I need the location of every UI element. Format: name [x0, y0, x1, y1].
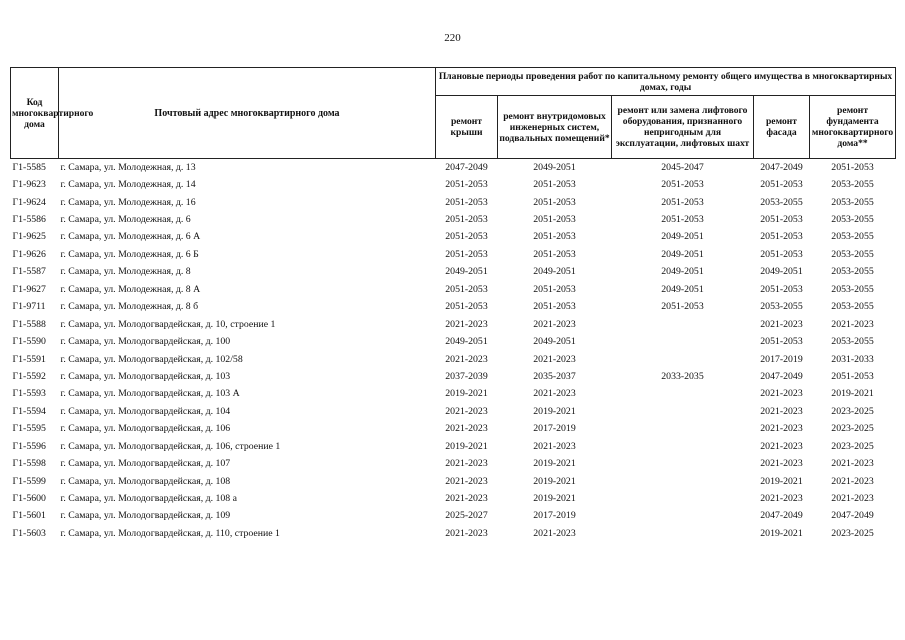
- cell-code: Г1-5600: [12, 493, 46, 505]
- cell-foundation: 2021-2023: [831, 318, 874, 330]
- cell-roof: 2021-2023: [445, 527, 488, 539]
- cell-engineering: 2021-2023: [533, 318, 576, 330]
- cell-roof: 2051-2053: [445, 283, 488, 295]
- cell-facade: 2051-2053: [760, 179, 803, 191]
- table-row: [11, 455, 896, 472]
- table-row: [11, 490, 896, 507]
- cell-foundation: 2019-2021: [831, 388, 874, 400]
- cell-foundation: 2053-2055: [831, 179, 874, 191]
- cell-roof: 2051-2053: [445, 196, 488, 208]
- cell-elevator: [612, 386, 754, 403]
- cell-address: г. Самара, ул. Молодогвардейская, д. 109: [60, 510, 231, 522]
- cell-address: г. Самара, ул. Молодогвардейская, д. 108 а: [60, 493, 237, 505]
- cell-foundation: 2053-2055: [831, 248, 874, 260]
- cell-engineering: 2051-2053: [533, 179, 576, 191]
- cell-facade: 2053-2055: [760, 301, 803, 313]
- cell-engineering: 2049-2051: [533, 336, 576, 348]
- table-row: [11, 299, 896, 316]
- table-row: [11, 194, 896, 211]
- cell-code: Г1-9626: [12, 248, 46, 260]
- cell-facade: 2019-2021: [760, 527, 803, 539]
- cell-code: Г1-5586: [12, 214, 46, 226]
- cell-engineering: 2035-2037: [533, 370, 576, 382]
- cell-foundation: 2053-2055: [831, 336, 874, 348]
- cell-engineering: 2019-2021: [533, 493, 576, 505]
- cell-foundation: 2053-2055: [831, 196, 874, 208]
- cell-address: г. Самара, ул. Молодогвардейская, д. 100: [60, 336, 231, 348]
- cell-roof: 2051-2053: [445, 231, 488, 243]
- table-row: [11, 229, 896, 246]
- cell-address: г. Самара, ул. Молодежная, д. 14: [60, 179, 196, 191]
- cell-address: г. Самара, ул. Молодежная, д. 8 А: [60, 283, 201, 295]
- table-row: [11, 386, 896, 403]
- cell-foundation: 2023-2025: [831, 423, 874, 435]
- cell-roof: 2049-2051: [445, 266, 488, 278]
- cell-elevator: 2049-2051: [661, 248, 704, 260]
- cell-code: Г1-9627: [12, 283, 46, 295]
- cell-foundation: 2023-2025: [831, 405, 874, 417]
- cell-code: Г1-9625: [12, 231, 46, 243]
- header-foundation: ремонт фундамента многоквартирного дома**: [810, 96, 896, 159]
- cell-roof: 2051-2053: [445, 301, 488, 313]
- cell-facade: 2053-2055: [760, 196, 803, 208]
- cell-foundation: 2053-2055: [831, 266, 874, 278]
- cell-engineering: 2051-2053: [533, 301, 576, 313]
- cell-roof: 2021-2023: [445, 405, 488, 417]
- table-row: [11, 438, 896, 455]
- cell-foundation: 2053-2055: [831, 301, 874, 313]
- cell-foundation: 2053-2055: [831, 283, 874, 295]
- cell-elevator: 2051-2053: [661, 179, 704, 191]
- cell-engineering: 2049-2051: [533, 161, 576, 173]
- cell-foundation: 2023-2025: [831, 440, 874, 452]
- cell-roof: 2021-2023: [445, 353, 488, 365]
- cell-code: Г1-5588: [12, 318, 46, 330]
- cell-address: г. Самара, ул. Молодогвардейская, д. 107: [60, 458, 231, 470]
- table-row: [11, 211, 896, 228]
- header-periods-group: Плановые периоды проведения работ по капитальному ремонту общего имущества в многоквартирных домах, годы: [436, 68, 896, 96]
- cell-code: Г1-5595: [12, 423, 46, 435]
- cell-code: Г1-5592: [12, 370, 46, 382]
- cell-elevator: [612, 333, 754, 350]
- cell-code: Г1-9624: [12, 196, 46, 208]
- cell-code: Г1-5598: [12, 458, 46, 470]
- cell-roof: 2047-2049: [445, 161, 488, 173]
- cell-roof: 2021-2023: [445, 475, 488, 487]
- cell-facade: 2051-2053: [760, 248, 803, 260]
- cell-code: Г1-5585: [12, 161, 46, 173]
- cell-engineering: 2051-2053: [533, 231, 576, 243]
- cell-engineering: 2019-2021: [533, 475, 576, 487]
- cell-foundation: 2021-2023: [831, 458, 874, 470]
- cell-foundation: 2051-2053: [831, 370, 874, 382]
- cell-facade: 2021-2023: [760, 405, 803, 417]
- cell-facade: 2021-2023: [760, 388, 803, 400]
- cell-elevator: 2045-2047: [661, 161, 704, 173]
- cell-address: г. Самара, ул. Молодогвардейская, д. 103: [60, 370, 231, 382]
- cell-engineering: 2017-2019: [533, 510, 576, 522]
- cell-facade: 2019-2021: [760, 475, 803, 487]
- cell-facade: 2051-2053: [760, 214, 803, 226]
- table-header: [11, 68, 896, 159]
- cell-roof: 2019-2021: [445, 388, 488, 400]
- cell-roof: 2025-2027: [445, 510, 488, 522]
- cell-address: г. Самара, ул. Молодогвардейская, д. 110, строение 1: [60, 527, 280, 539]
- cell-roof: 2049-2051: [445, 336, 488, 348]
- cell-roof: 2019-2021: [445, 440, 488, 452]
- cell-facade: 2051-2053: [760, 231, 803, 243]
- table-row: [11, 159, 896, 177]
- cell-address: г. Самара, ул. Молодогвардейская, д. 10, строение 1: [60, 318, 276, 330]
- cell-address: г. Самара, ул. Молодогвардейская, д. 103 А: [60, 388, 240, 400]
- cell-address: г. Самара, ул. Молодежная, д. 6: [60, 214, 191, 226]
- cell-engineering: 2021-2023: [533, 440, 576, 452]
- cell-elevator: 2051-2053: [661, 196, 704, 208]
- header-facade: ремонт фасада: [754, 96, 810, 159]
- cell-roof: 2051-2053: [445, 179, 488, 191]
- cell-foundation: 2053-2055: [831, 214, 874, 226]
- table-row: [11, 176, 896, 193]
- header-roof: ремонт крыши: [436, 96, 498, 159]
- table-row: [11, 264, 896, 281]
- cell-code: Г1-9623: [12, 179, 46, 191]
- cell-address: г. Самара, ул. Молодежная, д. 6 А: [60, 231, 201, 243]
- cell-elevator: 2049-2051: [661, 231, 704, 243]
- cell-facade: 2021-2023: [760, 318, 803, 330]
- cell-address: г. Самара, ул. Молодежная, д. 8: [60, 266, 191, 278]
- cell-roof: 2021-2023: [445, 458, 488, 470]
- cell-elevator: [612, 455, 754, 472]
- cell-code: Г1-5590: [12, 336, 46, 348]
- cell-facade: 2047-2049: [760, 370, 803, 382]
- cell-foundation: 2047-2049: [831, 510, 874, 522]
- cell-code: Г1-5593: [12, 388, 46, 400]
- cell-facade: 2047-2049: [760, 510, 803, 522]
- cell-facade: 2021-2023: [760, 423, 803, 435]
- table-body: [11, 159, 896, 543]
- cell-facade: 2017-2019: [760, 353, 803, 365]
- table-row: [11, 421, 896, 438]
- cell-engineering: 2021-2023: [533, 353, 576, 365]
- cell-elevator: [612, 508, 754, 525]
- table-row: [11, 525, 896, 542]
- cell-foundation: 2053-2055: [831, 231, 874, 243]
- cell-code: Г1-5599: [12, 475, 46, 487]
- table-row: [11, 333, 896, 350]
- cell-elevator: 2033-2035: [661, 370, 704, 382]
- cell-address: г. Самара, ул. Молодогвардейская, д. 102/58: [60, 353, 243, 365]
- cell-roof: 2051-2053: [445, 214, 488, 226]
- cell-elevator: [612, 525, 754, 542]
- header-address: Почтовый адрес многоквартирного дома: [59, 68, 436, 159]
- table-row: [11, 351, 896, 368]
- cell-facade: 2047-2049: [760, 161, 803, 173]
- cell-address: г. Самара, ул. Молодогвардейская, д. 106: [60, 423, 231, 435]
- cell-address: г. Самара, ул. Молодежная, д. 6 Б: [60, 248, 199, 260]
- cell-elevator: [612, 351, 754, 368]
- page-number: 220: [444, 32, 461, 44]
- cell-engineering: 2051-2053: [533, 214, 576, 226]
- cell-foundation: 2021-2023: [831, 475, 874, 487]
- cell-elevator: 2051-2053: [661, 301, 704, 313]
- cell-elevator: [612, 473, 754, 490]
- header-code: Код многоквартирного дома: [11, 68, 59, 159]
- capital-repair-table: [10, 67, 896, 543]
- cell-engineering: 2021-2023: [533, 527, 576, 539]
- cell-facade: 2049-2051: [760, 266, 803, 278]
- cell-engineering: 2021-2023: [533, 388, 576, 400]
- cell-address: г. Самара, ул. Молодежная, д. 8 б: [60, 301, 199, 313]
- cell-elevator: [612, 403, 754, 420]
- table-row: [11, 281, 896, 298]
- cell-elevator: [612, 438, 754, 455]
- cell-code: Г1-5596: [12, 440, 46, 452]
- table-row: [11, 368, 896, 385]
- cell-engineering: 2051-2053: [533, 283, 576, 295]
- header-engineering: ремонт внутридомовых инженерных систем, подвальных помещений*: [498, 96, 612, 159]
- cell-engineering: 2019-2021: [533, 458, 576, 470]
- cell-engineering: 2017-2019: [533, 423, 576, 435]
- cell-roof: 2051-2053: [445, 248, 488, 260]
- cell-elevator: 2049-2051: [661, 283, 704, 295]
- cell-address: г. Самара, ул. Молодогвардейская, д. 104: [60, 405, 231, 417]
- table-row: [11, 316, 896, 333]
- table-row: [11, 473, 896, 490]
- cell-code: Г1-5594: [12, 405, 46, 417]
- header-elevator: ремонт или замена лифтового оборудования, признанного непригодным для эксплуатации, лифтовых шахт: [612, 96, 754, 159]
- cell-address: г. Самара, ул. Молодежная, д. 16: [60, 196, 196, 208]
- cell-foundation: 2051-2053: [831, 161, 874, 173]
- cell-roof: 2021-2023: [445, 318, 488, 330]
- cell-facade: 2051-2053: [760, 283, 803, 295]
- cell-roof: 2037-2039: [445, 370, 488, 382]
- cell-facade: 2021-2023: [760, 440, 803, 452]
- cell-foundation: 2023-2025: [831, 527, 874, 539]
- cell-elevator: [612, 490, 754, 507]
- table-row: [11, 246, 896, 263]
- cell-code: Г1-5601: [12, 510, 46, 522]
- table-row: [11, 508, 896, 525]
- cell-engineering: 2051-2053: [533, 196, 576, 208]
- cell-address: г. Самара, ул. Молодежная, д. 13: [60, 161, 196, 173]
- cell-facade: 2021-2023: [760, 493, 803, 505]
- cell-facade: 2021-2023: [760, 458, 803, 470]
- cell-code: Г1-9711: [12, 301, 46, 313]
- cell-foundation: 2031-2033: [831, 353, 874, 365]
- cell-elevator: [612, 316, 754, 333]
- cell-engineering: 2019-2021: [533, 405, 576, 417]
- cell-elevator: 2051-2053: [661, 214, 704, 226]
- cell-facade: 2051-2053: [760, 336, 803, 348]
- cell-roof: 2021-2023: [445, 493, 488, 505]
- cell-elevator: [612, 421, 754, 438]
- cell-engineering: 2051-2053: [533, 248, 576, 260]
- cell-roof: 2021-2023: [445, 423, 488, 435]
- cell-address: г. Самара, ул. Молодогвардейская, д. 108: [60, 475, 231, 487]
- cell-code: Г1-5587: [12, 266, 46, 278]
- cell-engineering: 2049-2051: [533, 266, 576, 278]
- cell-code: Г1-5603: [12, 527, 46, 539]
- cell-address: г. Самара, ул. Молодогвардейская, д. 106, строение 1: [60, 440, 281, 452]
- cell-foundation: 2021-2023: [831, 493, 874, 505]
- cell-code: Г1-5591: [12, 353, 46, 365]
- cell-elevator: 2049-2051: [661, 266, 704, 278]
- table-row: [11, 403, 896, 420]
